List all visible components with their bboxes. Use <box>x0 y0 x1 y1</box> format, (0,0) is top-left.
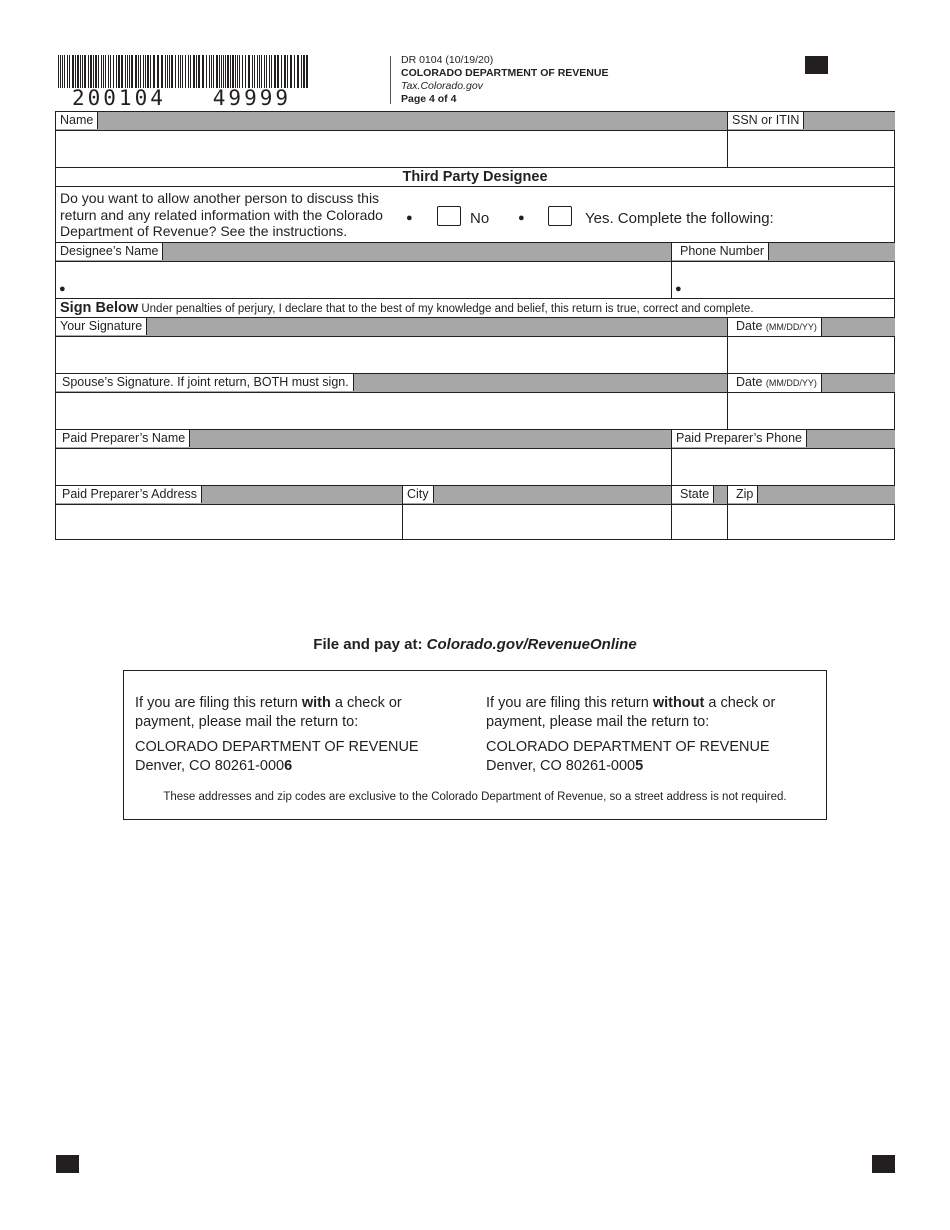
ssn-label: SSN or ITIN <box>728 112 804 129</box>
your-signature-input[interactable] <box>56 337 727 373</box>
third-party-title: Third Party Designee <box>402 169 548 185</box>
your-signature-label: Your Signature <box>56 318 147 335</box>
tax-form-section <box>55 111 895 540</box>
department-name: COLORADO DEPARTMENT OF REVENUE <box>401 67 609 79</box>
spouse-date-input[interactable] <box>728 393 895 429</box>
barcode <box>58 55 310 88</box>
designee-question: Do you want to allow another person to discuss this return and any related information with the Colorado Department of Revenue? See the instructions. <box>60 190 383 239</box>
spouse-date-label: Date (MM/DD/YY) <box>728 374 822 392</box>
revenue-online-link[interactable]: Colorado.gov/RevenueOnline <box>426 636 637 653</box>
no-label: No <box>470 210 490 227</box>
file-and-pay-line: File and pay at: Colorado.gov/RevenueOnline <box>313 636 637 653</box>
state-input[interactable] <box>672 505 727 539</box>
yes-label: Yes. Complete the following: <box>585 210 774 227</box>
mail-with-payment: If you are filing this return with a check or payment, please mail the return to: COLORADO DEPARTMENT OF REVENUE Denver, CO 80261-0006 <box>135 695 419 774</box>
header-divider <box>390 56 391 104</box>
preparer-address-input[interactable] <box>56 505 402 539</box>
name-label: Name <box>56 112 98 129</box>
preparer-name-input[interactable] <box>56 449 671 485</box>
sign-below-heading: Sign Below <box>60 300 139 316</box>
bullet-icon: ● <box>675 283 682 295</box>
city-label: City <box>403 486 434 503</box>
ssn-input[interactable] <box>728 131 895 167</box>
sign-below-line <box>60 299 754 318</box>
designee-name-input[interactable] <box>56 262 671 298</box>
mail-without-payment: If you are filing this return without a check or payment, please mail the return to: COLORADO DEPARTMENT OF REVENUE Denver, CO 80261-0005 <box>486 695 776 774</box>
mailing-address-box <box>123 670 827 820</box>
perjury-declaration: Under penalties of perjury, I declare that to the best of my knowledge and belief, this return is true, correct and complete. <box>141 303 754 315</box>
preparer-name-label: Paid Preparer’s Name <box>56 430 190 447</box>
phone-number-label: Phone Number <box>672 243 769 260</box>
website-link[interactable]: Tax.Colorado.gov <box>401 80 483 92</box>
page-number: Page 4 of 4 <box>401 93 457 105</box>
yes-checkbox[interactable] <box>548 206 572 226</box>
state-label: State <box>672 486 714 503</box>
name-input[interactable] <box>56 131 727 167</box>
phone-number-input[interactable] <box>672 262 895 298</box>
spouse-signature-input[interactable] <box>56 393 727 429</box>
preparer-address-label: Paid Preparer’s Address <box>56 486 202 503</box>
designee-name-label: Designee’s Name <box>56 243 163 260</box>
preparer-phone-input[interactable] <box>672 449 895 485</box>
zip-label: Zip <box>728 486 758 503</box>
registration-mark-bottom-left <box>56 1155 79 1173</box>
registration-mark-top-right <box>805 56 828 74</box>
spouse-signature-label: Spouse’s Signature. If joint return, BOTH must sign. <box>56 374 354 391</box>
bullet-icon: ● <box>59 283 66 295</box>
signature-date-input[interactable] <box>728 337 895 373</box>
form-id: DR 0104 (10/19/20) <box>401 54 494 66</box>
barcode-number: 200104 49999 <box>72 86 292 110</box>
preparer-phone-label: Paid Preparer’s Phone <box>672 430 807 447</box>
no-checkbox[interactable] <box>437 206 461 226</box>
bullet-icon: ● <box>518 212 525 224</box>
registration-mark-bottom-right <box>872 1155 895 1173</box>
bullet-icon: ● <box>406 212 413 224</box>
city-input[interactable] <box>403 505 671 539</box>
address-note: These addresses and zip codes are exclusive to the Colorado Department of Revenue, so a street address is not required. <box>163 791 787 803</box>
zip-input[interactable] <box>728 505 895 539</box>
date-label: Date (MM/DD/YY) <box>728 318 822 336</box>
